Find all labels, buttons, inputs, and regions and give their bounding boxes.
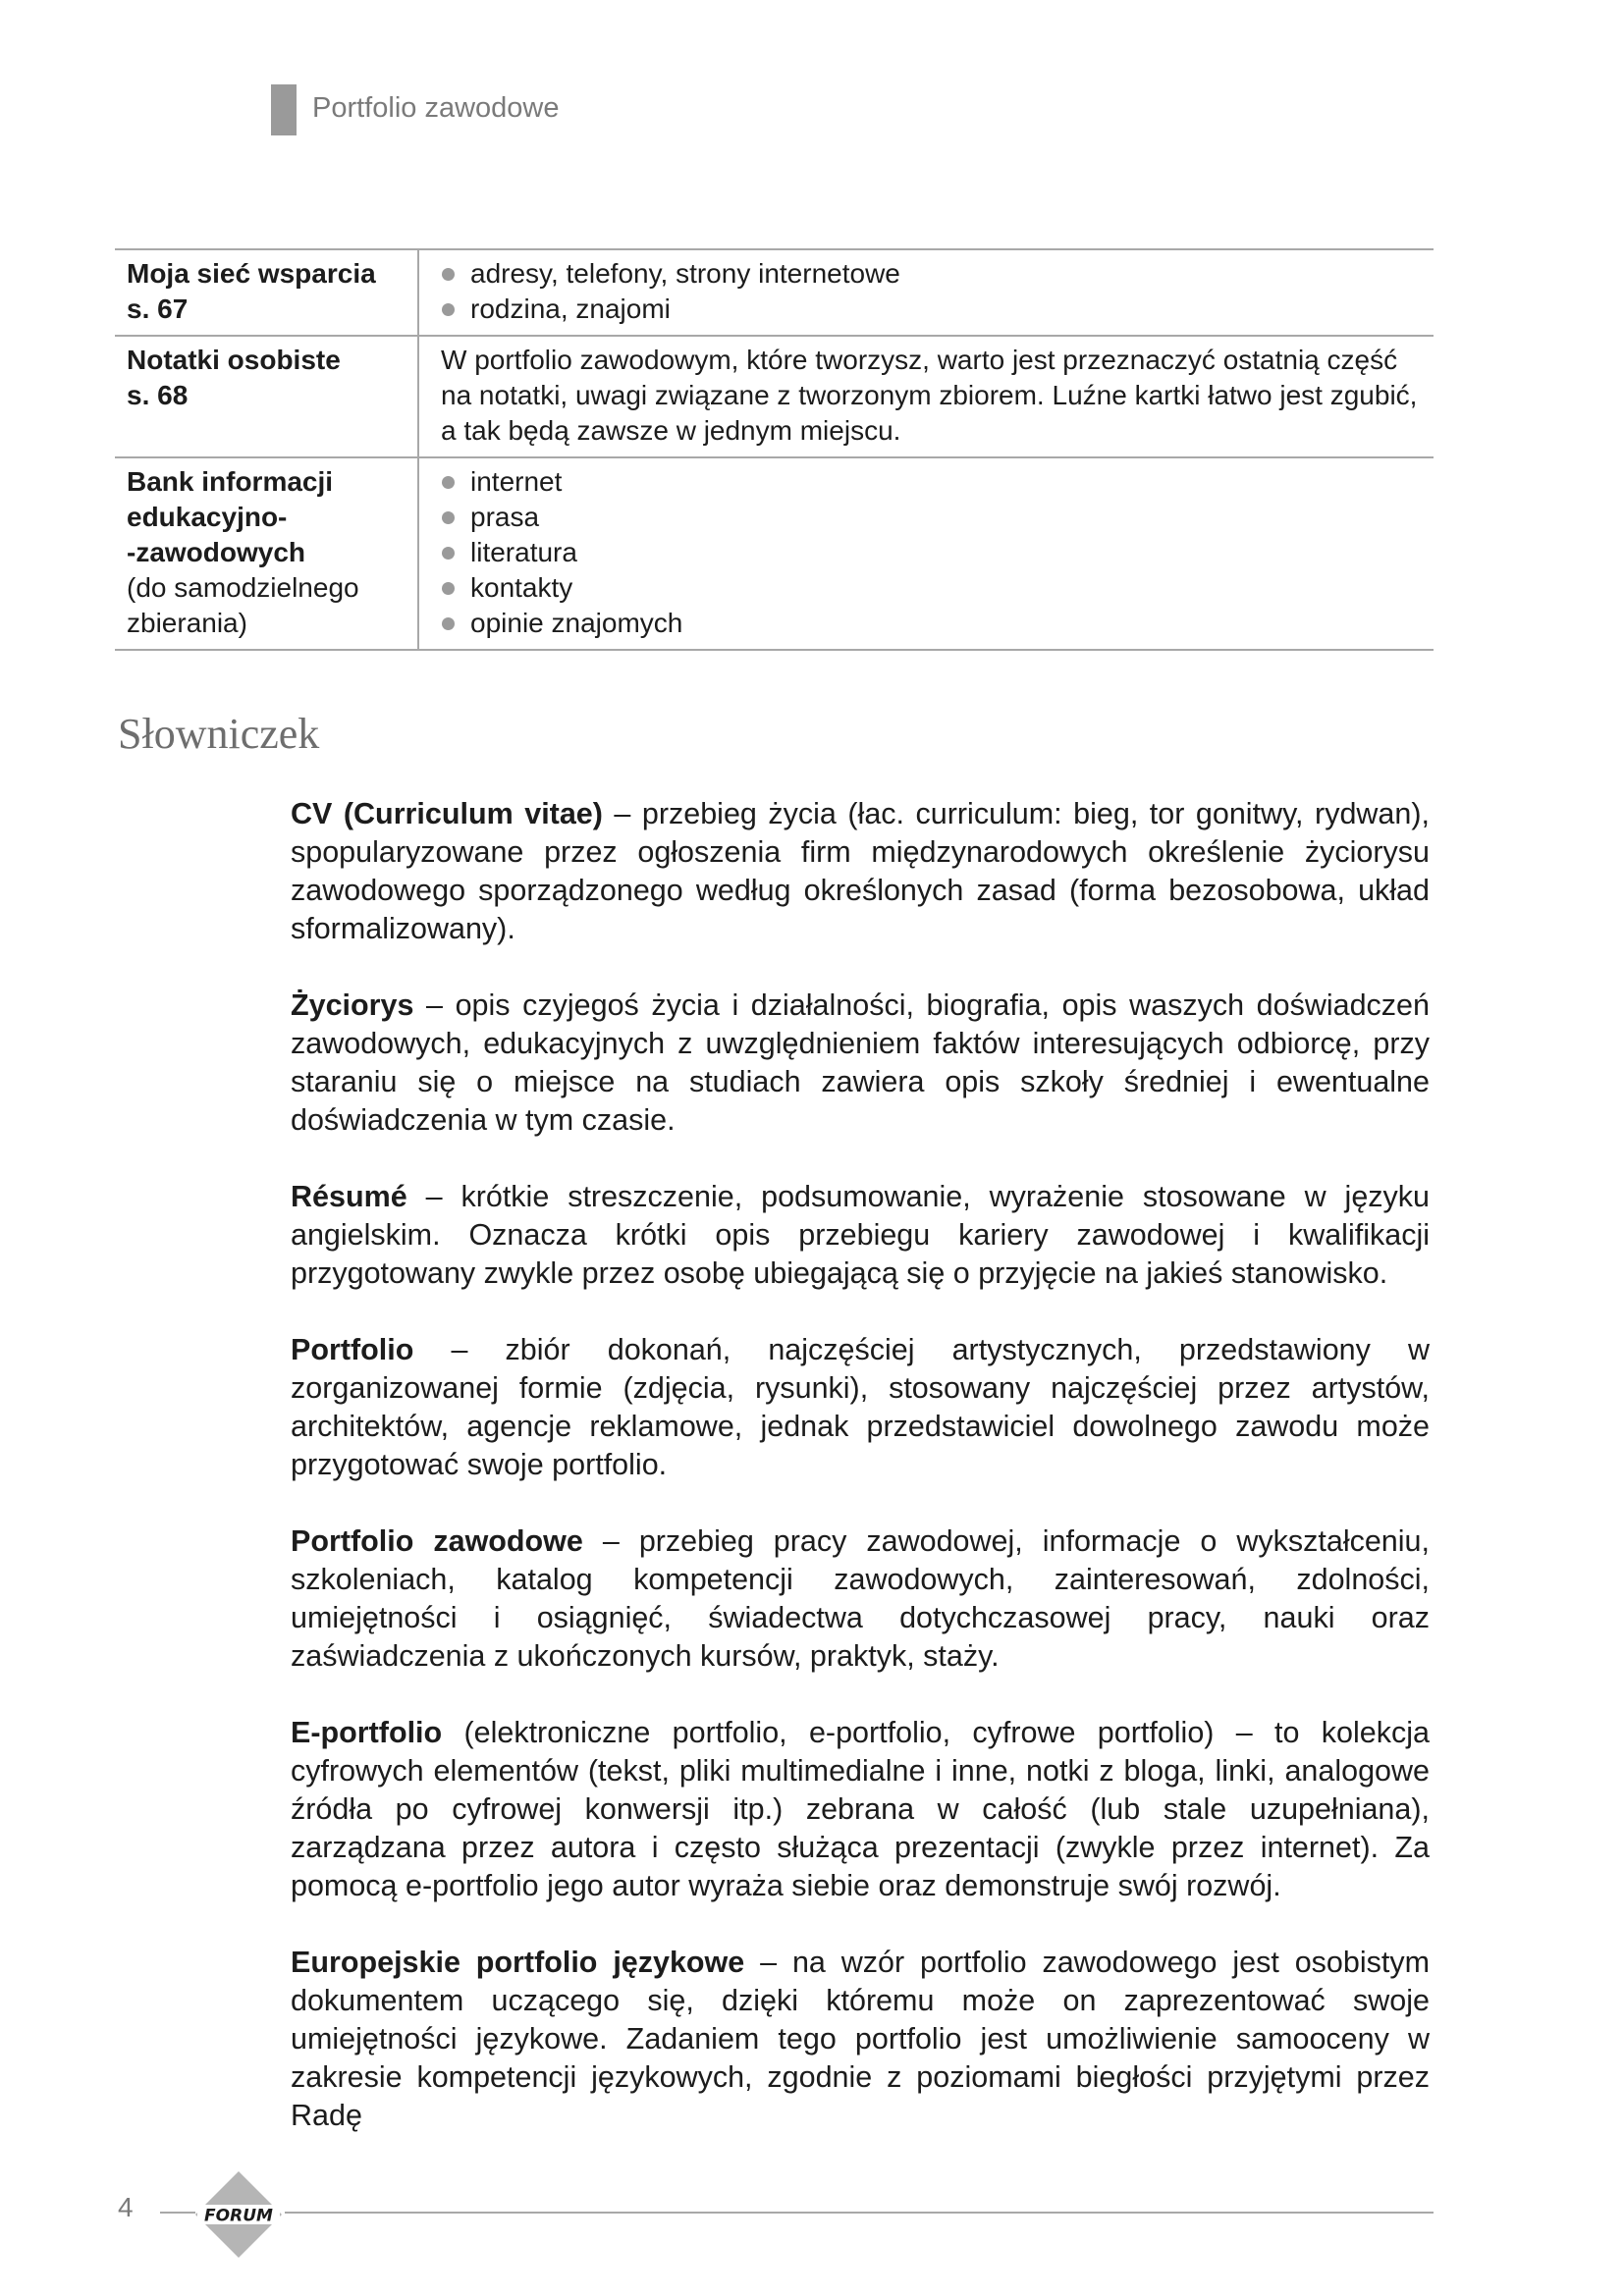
- row-page-ref: s. 67: [127, 294, 189, 324]
- glossary-term: Portfolio: [291, 1333, 414, 1366]
- glossary-term: Europejskie portfolio językowe: [291, 1946, 745, 1979]
- row-content: [418, 336, 1434, 457]
- row-title: Moja sieć wsparcia: [127, 258, 376, 289]
- footer-rule-right: [285, 2212, 1434, 2214]
- header-accent-bar: [271, 84, 297, 135]
- bullet-icon: [442, 476, 455, 489]
- page-number: 4: [118, 2192, 134, 2222]
- list-item: internet: [441, 464, 1422, 500]
- bullet-icon: [442, 582, 455, 595]
- glossary-term: E-portfolio: [291, 1716, 443, 1749]
- row-note-line: zbierania): [127, 608, 247, 638]
- running-header: Portfolio zawodowe: [312, 92, 560, 124]
- table-row: [115, 457, 1434, 650]
- forum-logo: [193, 2169, 284, 2260]
- row-text: W portfolio zawodowym, które tworzysz, warto jest przeznaczyć ostatnią część na notatki, uwagi związane z tworzonym zbiorem. Luźne kartki łatwo jest zgubić, a tak będą zawsze w jednym miejscu.: [441, 345, 1418, 446]
- table-row: [115, 336, 1434, 457]
- glossary-term: CV (Curriculum vitae): [291, 797, 603, 830]
- bullet-icon: [442, 303, 455, 316]
- row-note-line: (do samodzielnego: [127, 572, 359, 603]
- glossary-entry: [291, 1944, 1430, 2135]
- glossary-term: Życiorys: [291, 988, 414, 1022]
- list-item: opinie znajomych: [441, 606, 1422, 641]
- glossary-definition: – opis czyjegoś życia i działalności, biografia, opis waszych doświadczeń zawodowych, edukacyjnych z uwzględnieniem faktów interesujących odbiorcę, przy staraniu się o miejsce na studiach zawiera opis szkoły średniej i ewentualne doświadczenia w tym czasie.: [291, 988, 1430, 1137]
- glossary-definition: – krótkie streszczenie, podsumowanie, wyrażenie stosowane w języku angielskim. Oznacza krótki opis przebiegu kariery zawodowej i kwalifikacji przygotowany zwykle przez osobę ubiegającą się o przyjęcie na jakieś stanowisko.: [291, 1180, 1430, 1290]
- list-item: literatura: [441, 535, 1422, 570]
- glossary-entry: [291, 1714, 1430, 1905]
- list-item: prasa: [441, 500, 1422, 535]
- glossary-entry: [291, 987, 1430, 1140]
- bullet-icon: [442, 617, 455, 630]
- glossary-definition: – na wzór portfolio zawodowego jest osobistym dokumentem uczącego się, dzięki któremu może on zaprezentować swoje umiejętności językowe. Zadaniem tego portfolio jest umożliwienie samooceny w zakresie kompetencji językowych, zgodnie z poziomami biegłości przyjętymi przez Radę: [291, 1946, 1430, 2132]
- row-page-ref: s. 68: [127, 380, 189, 410]
- row-title: Notatki osobiste: [127, 345, 341, 375]
- portfolio-sections-table: [115, 248, 1434, 651]
- row-title-line: edukacyjno-: [127, 502, 288, 532]
- glossary-term: Résumé: [291, 1180, 407, 1213]
- row-heading: [115, 336, 418, 457]
- row-title-line: Bank informacji: [127, 466, 334, 497]
- glossary-term: Portfolio zawodowe: [291, 1524, 583, 1558]
- glossary-definition: – przebieg życia (łac. curriculum: bieg, tor gonitwy, rydwan), spopularyzowane przez ogłoszenia firm międzynarodowych określenie życiorysu zawodowego sporządzonego według określonych zasad (forma bezosobowa, układ sformalizowany).: [291, 797, 1430, 945]
- glossary-definition: – przebieg pracy zawodowej, informacje o wykształceniu, szkoleniach, katalog kompetencji zawodowych, zainteresowań, zdolności, umiejętności i osiągnięć, świadectwa dotychczasowej pracy, nauki oraz zaświadczenia z ukończonych kursów, praktyk, staży.: [291, 1524, 1430, 1673]
- row-content: [418, 457, 1434, 650]
- bullet-icon: [442, 547, 455, 560]
- row-title-line: -zawodowych: [127, 537, 306, 567]
- list-item: adresy, telefony, strony internetowe: [441, 256, 1422, 292]
- glossary-entry: [291, 1331, 1430, 1484]
- row-heading: [115, 457, 418, 650]
- list-item: kontakty: [441, 570, 1422, 606]
- table-row: [115, 249, 1434, 336]
- glossary-entry: [291, 795, 1430, 948]
- logo-text: FORUM: [204, 2206, 273, 2226]
- glossary-definition: (elektroniczne portfolio, e-portfolio, cyfrowe portfolio) – to kolekcja cyfrowych elementów (tekst, pliki multimedialne i inne, notki z bloga, linki, analogowe źródła po cyfrowej konwersji itp.) zebrana w całość (lub stale uzupełniana), zarządzana przez autora i często służąca prezentacji (zwykle przez internet). Za pomocą e-portfolio jego autor wyraża siebie oraz demonstruje swój rozwój.: [291, 1716, 1430, 1902]
- bullet-icon: [442, 511, 455, 524]
- row-content: [418, 249, 1434, 336]
- row-heading: [115, 249, 418, 336]
- glossary-entry: [291, 1522, 1430, 1676]
- bullet-icon: [442, 268, 455, 281]
- bullet-list: [441, 464, 1422, 641]
- glossary-definition: – zbiór dokonań, najczęściej artystycznych, przedstawiony w zorganizowanej formie (zdjęcia, rysunki), stosowany najczęściej przez artystów, architektów, agencje reklamowe, jednak przedstawiciel dowolnego zawodu może przygotować swoje portfolio.: [291, 1333, 1430, 1481]
- list-item: rodzina, znajomi: [441, 292, 1422, 327]
- bullet-list: [441, 256, 1422, 327]
- glossary-entry: [291, 1178, 1430, 1293]
- glossary: [291, 795, 1430, 2173]
- section-title: Słowniczek: [118, 710, 320, 758]
- footer-rule-left: [160, 2212, 195, 2214]
